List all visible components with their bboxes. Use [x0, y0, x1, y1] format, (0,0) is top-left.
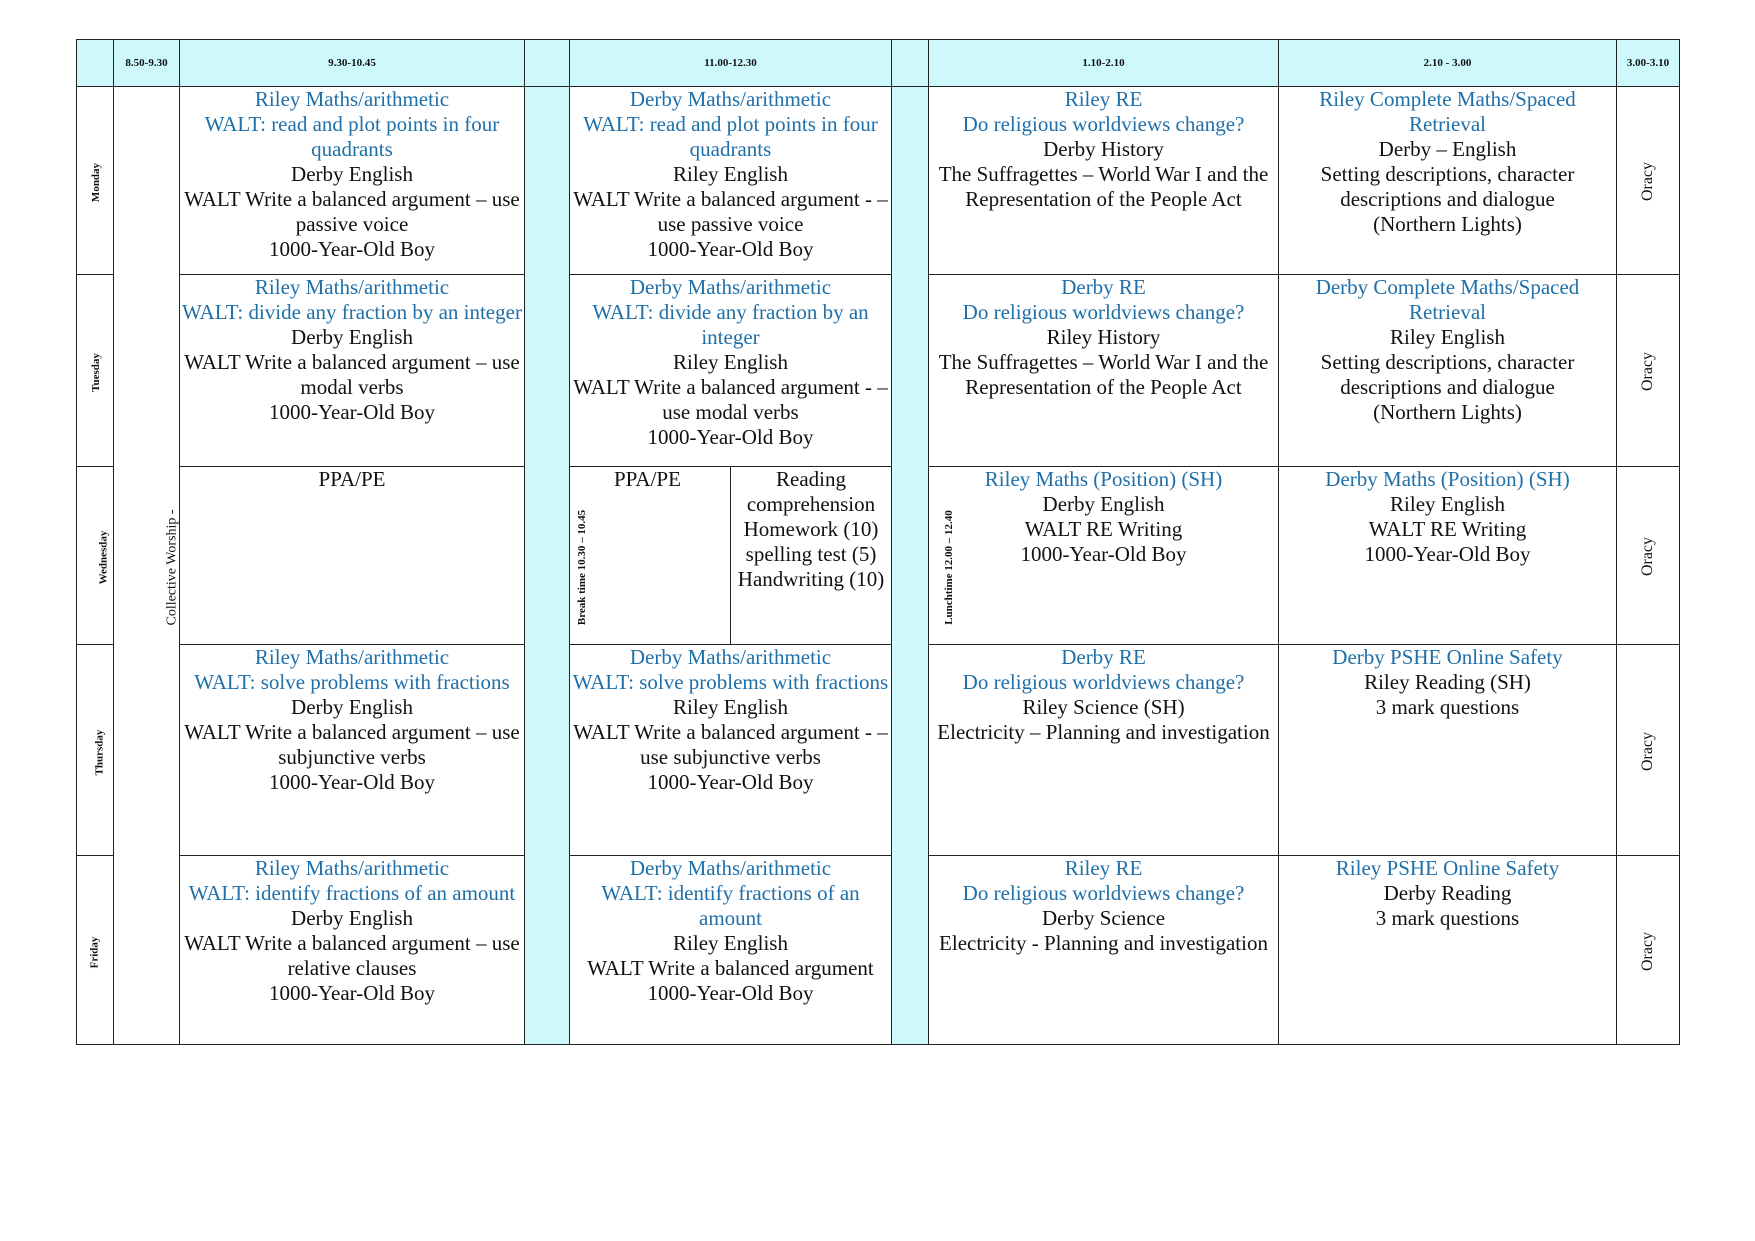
day-label-thursday: Thursday: [77, 645, 114, 856]
thursday-oracy: Oracy: [1617, 645, 1680, 856]
thursday-session-1: Riley Maths/arithmetic WALT: solve problems with fractions Derby English WALT Write a balanced argument – use subjunctive verbs 1000-Year-Old Boy: [180, 645, 525, 856]
collective-worship-cell: Collective Worship -: [114, 87, 180, 1045]
thursday-session-4: Derby PSHE Online Safety Riley Reading (SH) 3 mark questions: [1279, 645, 1617, 856]
timetable: [76, 39, 1680, 1045]
thursday-session-3: Derby RE Do religious worldviews change? Riley Science (SH) Electricity – Planning and investigation: [929, 645, 1279, 856]
row-monday: [77, 87, 1680, 275]
monday-session-4: Riley Complete Maths/Spaced Retrieval Derby – English Setting descriptions, character descriptions and dialogue (Northern Lights): [1279, 87, 1617, 275]
tuesday-session-4: Derby Complete Maths/Spaced Retrieval Riley English Setting descriptions, character descriptions and dialogue (Northern Lights): [1279, 275, 1617, 467]
tuesday-session-1: Riley Maths/arithmetic WALT: divide any fraction by an integer Derby English WALT Write a balanced argument – use modal verbs 1000-Year-Old Boy: [180, 275, 525, 467]
friday-session-4: Riley PSHE Online Safety Derby Reading 3 mark questions: [1279, 856, 1617, 1045]
header-time-5: 2.10 - 3.00: [1279, 40, 1617, 87]
header-time-3: 11.00-12.30: [570, 40, 892, 87]
tuesday-session-2: Derby Maths/arithmetic WALT: divide any fraction by an integer Riley English WALT Write a balanced argument - – use modal verbs 1000-Year-Old Boy: [570, 275, 892, 467]
row-thursday: [77, 645, 1680, 856]
wednesday-session-2b: Reading comprehension Homework (10) spelling test (5) Handwriting (10): [731, 467, 892, 645]
header-row: [77, 40, 1680, 87]
header-time-4: 1.10-2.10: [929, 40, 1279, 87]
row-wednesday: [77, 467, 1680, 645]
header-break-gap: [525, 40, 570, 87]
row-friday: [77, 856, 1680, 1045]
wednesday-oracy: Oracy: [1617, 467, 1680, 645]
day-label-tuesday: Tuesday: [77, 275, 114, 467]
friday-session-2: Derby Maths/arithmetic WALT: identify fractions of an amount Riley English WALT Write a balanced argument 1000-Year-Old Boy: [570, 856, 892, 1045]
row-tuesday: [77, 275, 1680, 467]
friday-session-1: Riley Maths/arithmetic WALT: identify fractions of an amount Derby English WALT Write a balanced argument – use relative clauses 1000-Year-Old Boy: [180, 856, 525, 1045]
wednesday-session-2a: PPA/PE: [570, 467, 731, 645]
tuesday-oracy: Oracy: [1617, 275, 1680, 467]
tuesday-session-3: Derby RE Do religious worldviews change? Riley History The Suffragettes – World War I and the Representation of the People Act: [929, 275, 1279, 467]
thursday-session-2: Derby Maths/arithmetic WALT: solve problems with fractions Riley English WALT Write a balanced argument - – use subjunctive verbs 1000-Year-Old Boy: [570, 645, 892, 856]
day-label-wednesday: Wednesday: [77, 467, 114, 645]
wednesday-session-3: Riley Maths (Position) (SH) Derby English WALT RE Writing 1000-Year-Old Boy: [929, 467, 1279, 645]
header-time-2: 9.30-10.45: [180, 40, 525, 87]
friday-oracy: Oracy: [1617, 856, 1680, 1045]
break-time-band: Break time 10.30 – 10.45: [525, 87, 570, 1045]
header-lunch-gap: [892, 40, 929, 87]
monday-oracy: Oracy: [1617, 87, 1680, 275]
header-corner: [77, 40, 114, 87]
header-time-6: 3.00-3.10: [1617, 40, 1680, 87]
wednesday-session-1: PPA/PE: [180, 467, 525, 645]
lunchtime-band: Lunchtime 12.00 – 12.40: [892, 87, 929, 1045]
monday-session-1: Riley Maths/arithmetic WALT: read and plot points in four quadrants Derby English WALT Write a balanced argument – use passive voice 1000-Year-Old Boy: [180, 87, 525, 275]
monday-session-2: Derby Maths/arithmetic WALT: read and plot points in four quadrants Riley English WALT Write a balanced argument - – use passive voice 1000-Year-Old Boy: [570, 87, 892, 275]
day-label-monday: Monday: [77, 87, 114, 275]
header-time-1: 8.50-9.30: [114, 40, 180, 87]
monday-session-3: Riley RE Do religious worldviews change? Derby History The Suffragettes – World War I and the Representation of the People Act: [929, 87, 1279, 275]
day-label-friday: Friday: [77, 856, 114, 1045]
friday-session-3: Riley RE Do religious worldviews change? Derby Science Electricity - Planning and investigation: [929, 856, 1279, 1045]
wednesday-session-4: Derby Maths (Position) (SH) Riley English WALT RE Writing 1000-Year-Old Boy: [1279, 467, 1617, 645]
